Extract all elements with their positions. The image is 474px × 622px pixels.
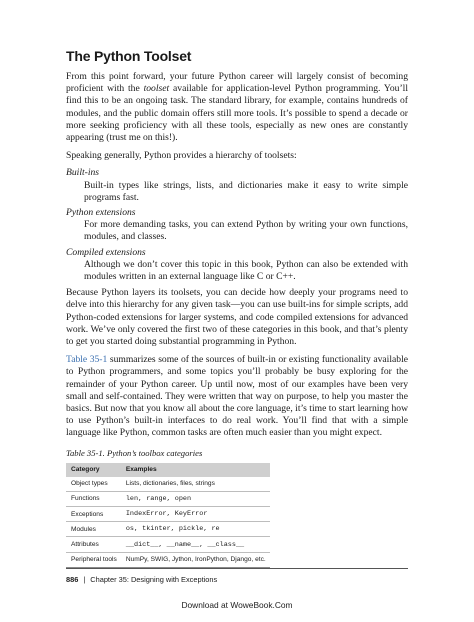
category-cell: Functions [66, 491, 121, 506]
page-footer [66, 568, 408, 584]
section-heading: The Python Toolset [66, 48, 192, 64]
table-row [66, 477, 270, 492]
definition-description: Built-in types like strings, lists, and dictionaries make it easy to write simple programs fast. [84, 179, 408, 203]
page-content [66, 48, 408, 568]
table-caption: Table 35-1. Python’s toolbox categories [66, 447, 203, 458]
definition-description: For more demanding tasks, you can extend Python by writing your own functions, modules, and classes. [84, 219, 408, 243]
examples-cell: Lists, dictionaries, files, strings [121, 477, 270, 492]
category-cell: Object types [66, 477, 121, 492]
examples-cell: __dict__, __name__, __class__ [121, 537, 270, 552]
chapter-title: Chapter 35: Designing with Exceptions [90, 575, 218, 584]
definition-term: Built-ins [66, 167, 100, 179]
hierarchy-paragraph: Speaking generally, Python provides a hierarchy of toolsets: [66, 150, 297, 162]
category-cell: Attributes [66, 537, 121, 552]
definition-list [66, 167, 408, 283]
category-cell: Modules [66, 522, 121, 537]
intro-emphasis: toolset [143, 83, 170, 95]
table-intro-text: summarizes some of the sources of built-in or existing functionality available to Python programmers, and some topics you’ll probably be busy exploring for the remainder of your Python career. Up until now, most of our examples have been very small and self-contained. They were written that way on purpose, to help you master the basics. But now that you know all about the core language, it’s time to start learning how to use Python’s built-in interfaces to do real work. You’ll find that with a simple language like Python, common tasks are often much easier than you might expect. [66, 354, 408, 439]
table-row [66, 537, 270, 552]
intro-text-b: available for application-level Python programming. You’ll find this to be an ongoing task. The standard library, for example, contains hundreds of modules, and the public domain offers still more tools. It’s possible to spend a decade or more seeking proficiency with all these tools, especially as new ones are constantly appearing (trust me on this!). [66, 83, 408, 144]
intro-text-a: From this point forward, your future Python career will largely consist of becoming proficient with the [66, 71, 408, 95]
definition-description: Although we don’t cover this topic in this book, Python can also be extended with modules written in an external language like C or C++. [84, 258, 408, 283]
layers-paragraph: Because Python layers its toolsets, you can decide how deeply your programs need to delve into this hierarchy for any given task—you can use built-ins for simple scripts, add Python-coded extensions for larger systems, and code compiled extensions for advanced work. We’ve only covered the first two of these categories in this book, and that’s plenty to get you started doing substantial programming in Python. [66, 287, 408, 348]
table-row [66, 552, 270, 567]
toolbox-table [66, 463, 270, 568]
examples-cell: os, tkinter, pickle, re [121, 522, 270, 537]
column-header-examples: Examples [121, 463, 270, 477]
table-intro-paragraph [66, 354, 408, 439]
footer-divider [66, 568, 408, 569]
table-row [66, 522, 270, 537]
category-cell: Peripheral tools [66, 552, 121, 567]
examples-cell: NumPy, SWIG, Jython, IronPython, Django, etc. [121, 552, 270, 567]
examples-cell: len, range, open [121, 491, 270, 506]
footer-text [66, 575, 408, 584]
footer-separator: | [83, 575, 86, 584]
column-header-category: Category [66, 463, 121, 477]
definition-term: Compiled extensions [66, 246, 146, 258]
table-row [66, 507, 270, 522]
download-watermark: Download at WoweBook.Com [181, 600, 293, 610]
examples-cell: IndexError, KeyError [121, 507, 270, 522]
category-cell: Exceptions [66, 507, 121, 522]
table-row [66, 491, 270, 506]
table-header-row [66, 463, 270, 477]
table-reference-link[interactable]: Table 35-1 [66, 354, 108, 366]
page-number: 886 [66, 575, 79, 584]
definition-term: Python extensions [66, 207, 136, 219]
intro-paragraph [66, 71, 408, 144]
